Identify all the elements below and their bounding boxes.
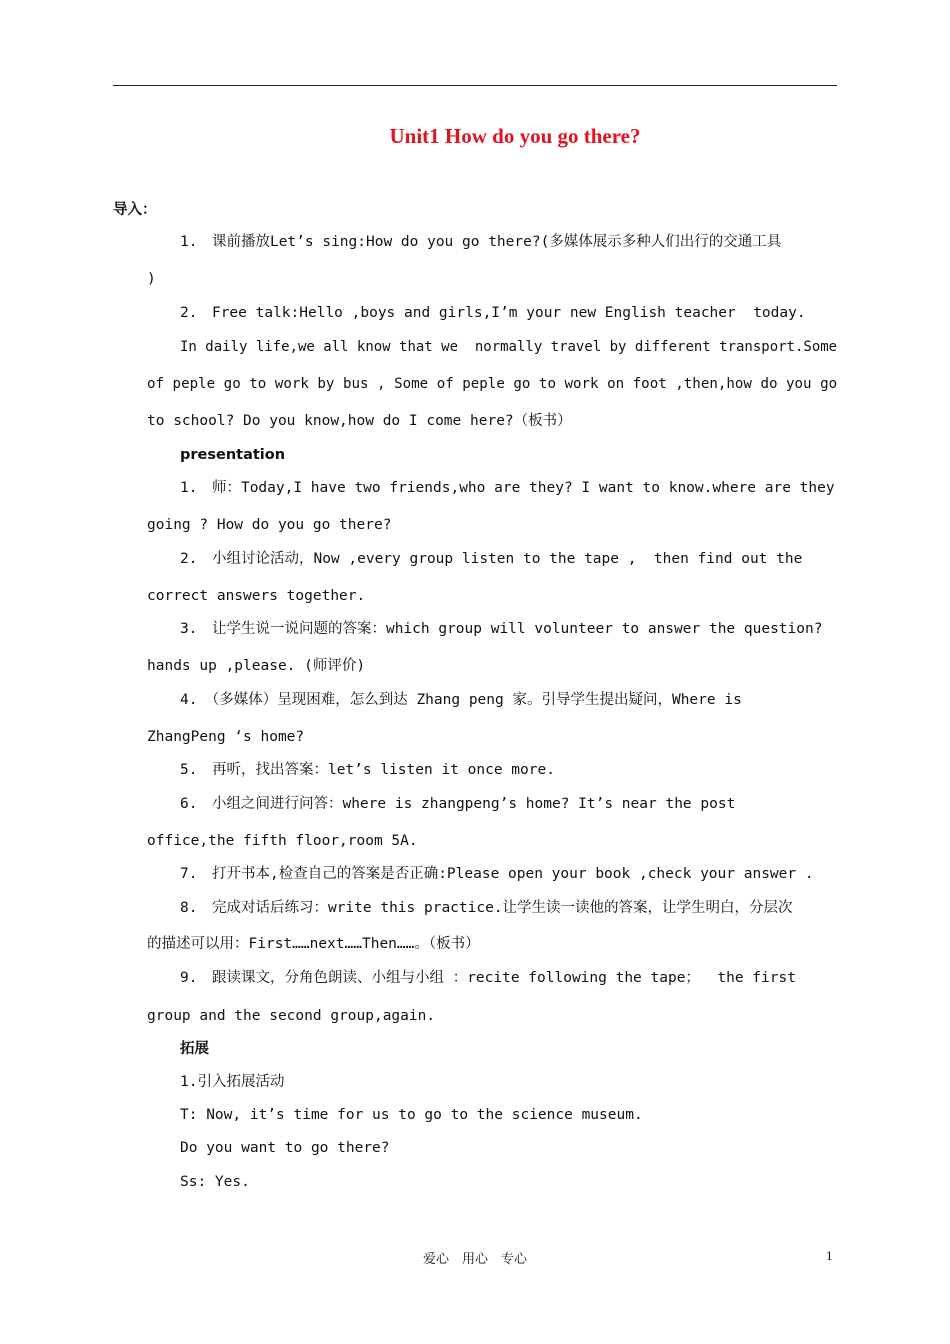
text-line: T: Now, it’s time for us to go to the science museum. — [180, 1107, 643, 1123]
text-line: 7. 打开书本,检查自己的答案是否正确:Please open your book ,check your answer . — [180, 866, 814, 882]
text-line: In daily life,we all know that we normally travel by different transport.Some — [180, 339, 838, 355]
text-line: to school? Do you know,how do I come here?（板书） — [147, 413, 572, 429]
text-line: 4. （多媒体）呈现困难，怎么到达 Zhang peng 家。引导学生提出疑问，Where is — [180, 692, 742, 708]
text-line: Do you want to go there? — [180, 1140, 390, 1156]
text-line: hands up ,please. (师评价) — [147, 658, 366, 674]
text-line: 1. 师：Today,I have two friends,who are they? I want to know.where are they — [180, 480, 835, 496]
text-line: correct answers together. — [147, 588, 366, 604]
text-line: Ss: Yes. — [180, 1174, 250, 1190]
section-heading-presentation: presentation — [180, 447, 286, 463]
text-line: 9. 跟读课文，分角色朗读、小组与小组 ：recite following the tape； the first — [180, 970, 796, 986]
page-number: 1 — [826, 1248, 833, 1263]
text-line: ) — [147, 271, 156, 287]
text-line: group and the second group,again. — [147, 1008, 436, 1024]
text-line: 的描述可以用：First……next……Then……。（板书） — [147, 936, 480, 952]
header-rule — [113, 85, 837, 86]
section-heading-extension: 拓展 — [180, 1041, 209, 1057]
section-heading-intro: 导入： — [113, 202, 157, 218]
text-line: of peple go to work by bus , Some of peple go to work on foot ,then,how do you go — [147, 376, 838, 392]
text-line: 6. 小组之间进行问答：where is zhangpeng’s home? It’s near the post — [180, 796, 736, 812]
text-line: 3. 让学生说一说问题的答案：which group will volunteer to answer the question? — [180, 621, 823, 637]
text-line: 2. Free talk:Hello ,boys and girls,I’m your new English teacher today. — [180, 305, 806, 321]
text-line: office,the fifth floor,room 5A. — [147, 833, 418, 849]
text-line: 2. 小组讨论活动，Now ,every group listen to the tape , then find out the — [180, 551, 803, 567]
page-footer: 爱心 用心 专心 — [422, 1252, 527, 1267]
text-line: 1. 课前播放Let’s sing:How do you go there?(多媒体展示多种人们出行的交通工具 — [180, 234, 782, 250]
text-line: ZhangPeng ‘s home? — [147, 729, 305, 745]
text-line: going ? How do you go there? — [147, 517, 392, 533]
document-title: Unit1 How do you go there? — [389, 124, 641, 148]
text-line: 1.引入拓展活动 — [180, 1074, 285, 1090]
text-line: 5. 再听，找出答案：let’s listen it once more. — [180, 762, 555, 778]
text-line: 8. 完成对话后练习：write this practice.让学生读一读他的答案，让学生明白，分层次 — [180, 900, 793, 916]
